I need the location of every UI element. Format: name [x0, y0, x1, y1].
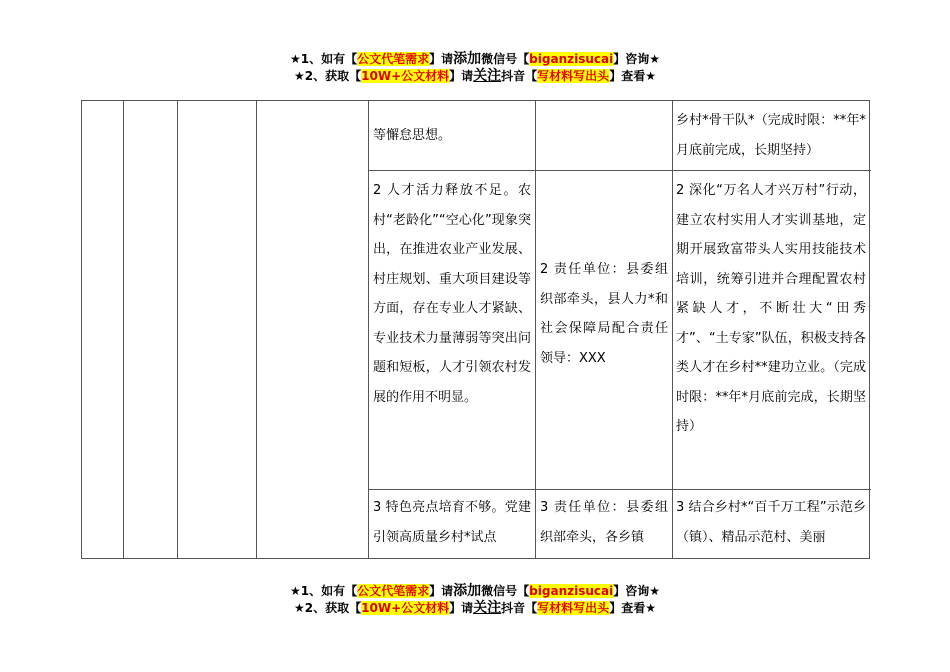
responsibility-cell	[540, 255, 668, 373]
problem-cell	[373, 176, 531, 412]
responsibility-text: 2 责任单位：县委组织部牵头，县人力*和社会保障局配合责任领导：XXX	[540, 262, 668, 366]
measure-text: 2 深化“万名人才兴万村”行动，建立农村实用人才实训基地，定期开展致富带头人实用技能技术培训，统筹引进并合理配置农村紧缺人才，不断壮大“田秀才”、“土专家”队伍，积极支持各类人才在乡村**建功立业。（完成时限：**年*月底前完成，长期坚持）	[676, 183, 866, 434]
column-divider	[123, 101, 124, 558]
banner-highlight: biganzisucai	[529, 584, 614, 598]
row-divider	[368, 170, 871, 171]
rectification-table	[81, 100, 870, 559]
banner-text: 抖音【	[501, 69, 538, 83]
banner-text: 】请	[449, 601, 474, 615]
banner-line-1	[0, 583, 950, 600]
column-divider	[177, 101, 178, 558]
measure-text: 3 结合乡村*“百千万工程”示范乡（镇）、精品示范村、美丽	[676, 500, 866, 545]
measure-cell	[676, 176, 866, 442]
footer-banner	[0, 583, 950, 617]
banner-highlight: 公文代笔需求	[357, 584, 430, 598]
banner-highlight: 10W+公文材料	[361, 601, 450, 615]
banner-emphasis: 关注	[473, 68, 502, 84]
problem-text: 2 人才活力释放不足。农村“老龄化”“空心化”现象突出，在推进农业产业发展、村庄规划、重大项目建设等方面，存在专业人才紧缺、专业技术力量薄弱等突出问题和短板，人才引领农村发展的作用不明显。	[373, 183, 531, 405]
banner-highlight: 写材料写出头	[537, 601, 610, 615]
banner-highlight: 写材料写出头	[537, 69, 610, 83]
banner-text: ★1、如有【	[290, 52, 358, 66]
banner-line-1	[0, 51, 950, 68]
banner-highlight: 公文代笔需求	[357, 52, 430, 66]
problem-text: 等懈怠思想。	[373, 128, 452, 143]
banner-text: 微信号【	[481, 52, 530, 66]
banner-text: ★1、如有【	[290, 584, 358, 598]
banner-highlight: 10W+公文材料	[361, 69, 450, 83]
banner-text: 抖音【	[501, 601, 538, 615]
banner-text: 】咨询★	[613, 52, 660, 66]
measure-text: 乡村*骨干队*（完成时限：**年*月底前完成，长期坚持）	[676, 113, 866, 158]
banner-line-2	[0, 68, 950, 85]
banner-text: 】查看★	[609, 69, 656, 83]
banner-emphasis: 添加	[453, 51, 482, 67]
banner-emphasis: 添加	[453, 583, 482, 599]
banner-text: 】请	[449, 69, 474, 83]
problem-text: 3 特色亮点培育不够。党建引领高质量乡村*试点	[373, 500, 531, 545]
banner-text: 】咨询★	[613, 584, 660, 598]
responsibility-cell	[540, 493, 668, 552]
column-divider	[256, 101, 257, 558]
banner-text: 】请	[429, 584, 454, 598]
banner-text: 】查看★	[609, 601, 656, 615]
banner-text: ★2、获取【	[294, 69, 362, 83]
measure-cell	[676, 106, 866, 165]
header-banner	[0, 51, 950, 85]
responsibility-text: 3 责任单位：县委组织部牵头，各乡镇	[540, 500, 668, 545]
banner-line-2	[0, 600, 950, 617]
banner-emphasis: 关注	[473, 600, 502, 616]
row-divider	[368, 489, 871, 490]
measure-cell	[676, 493, 866, 552]
banner-text: ★2、获取【	[294, 601, 362, 615]
banner-highlight: biganzisucai	[529, 52, 614, 66]
problem-cell	[373, 493, 531, 552]
banner-text: 微信号【	[481, 584, 530, 598]
problem-cell	[373, 121, 531, 151]
banner-text: 】请	[429, 52, 454, 66]
